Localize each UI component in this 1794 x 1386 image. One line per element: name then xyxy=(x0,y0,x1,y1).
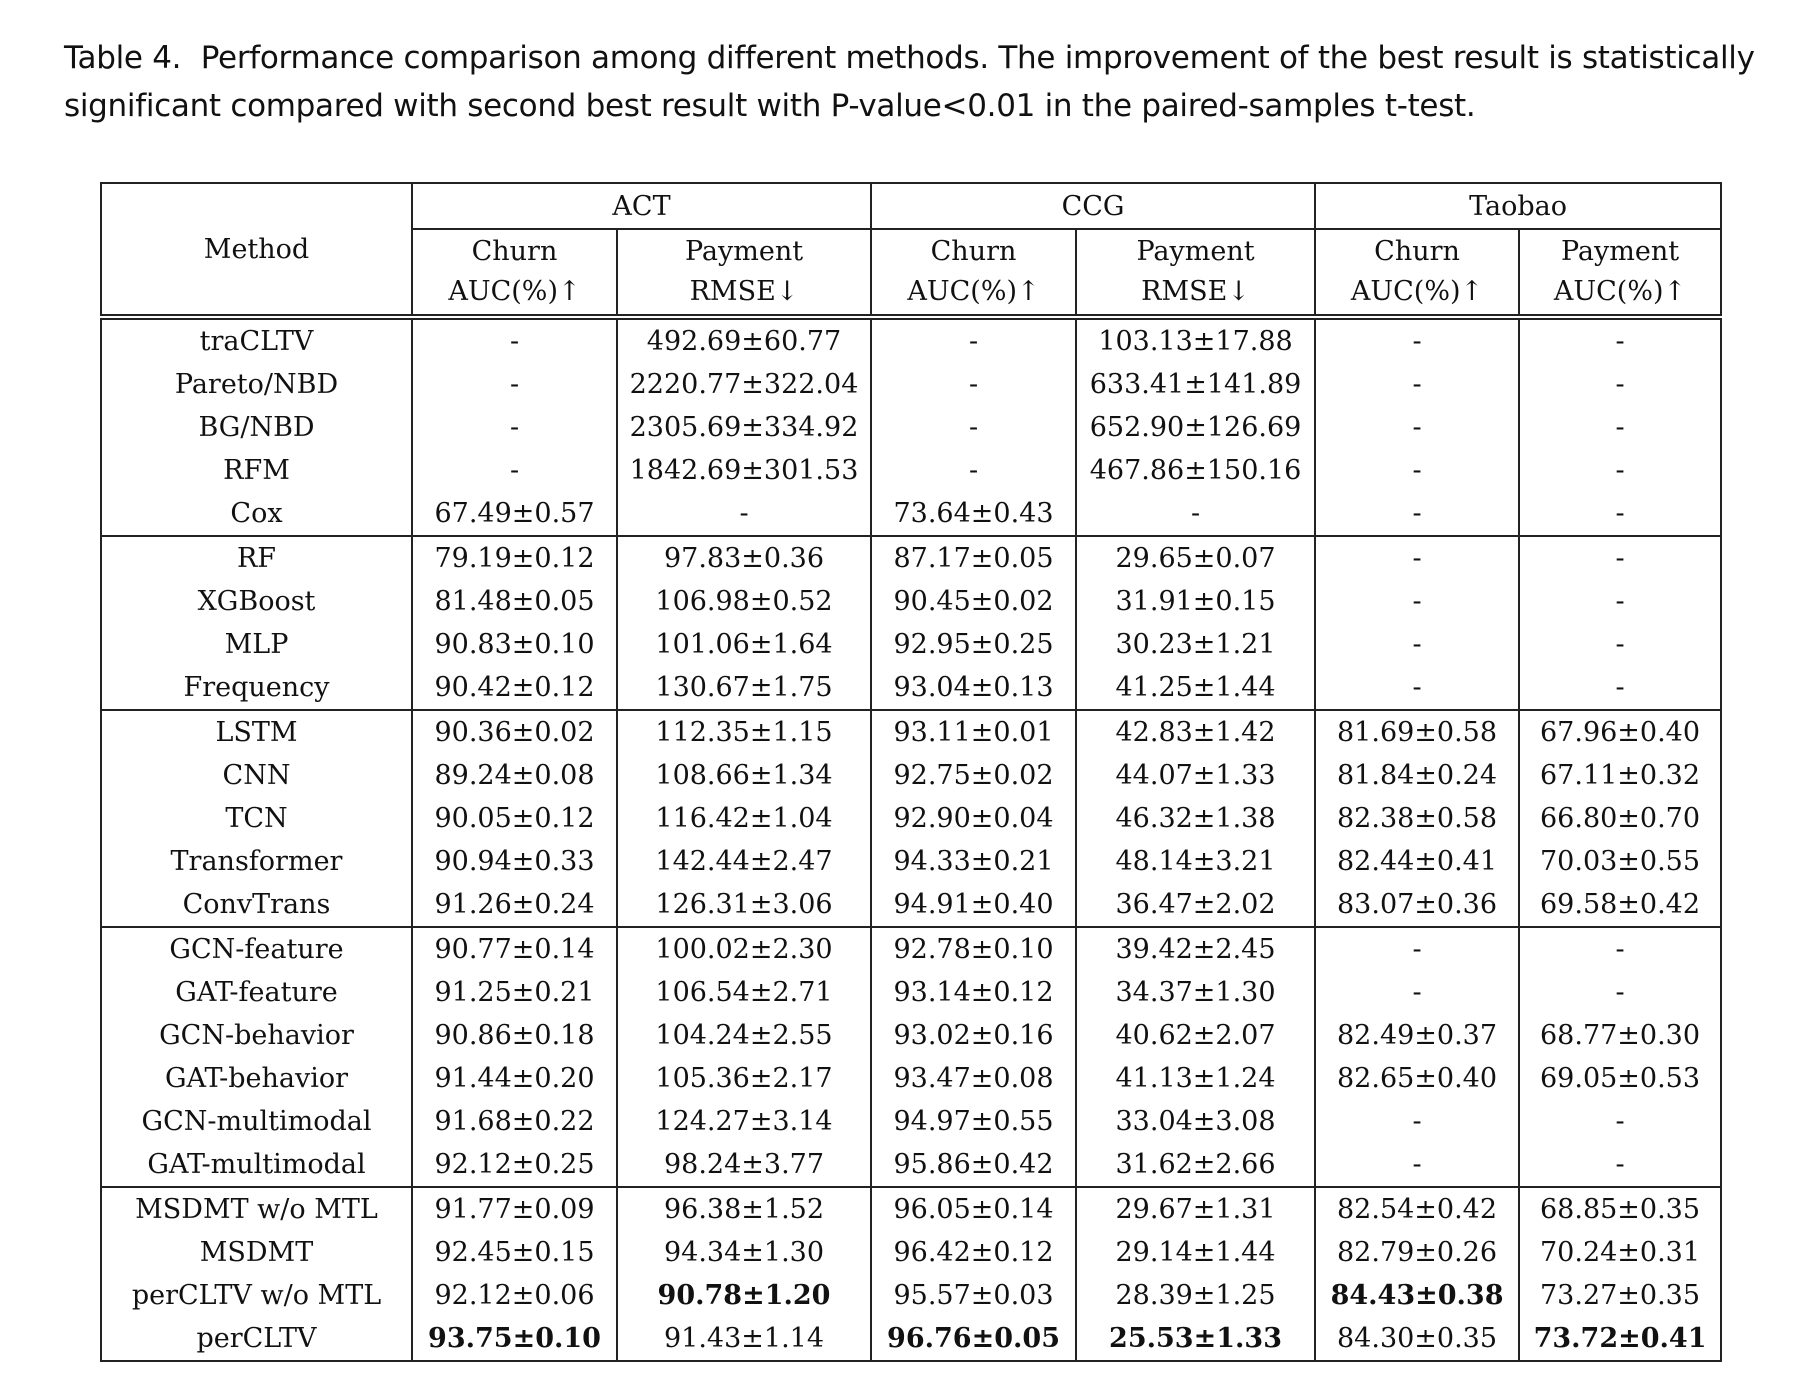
value-cell: 91.77±0.09 xyxy=(412,1187,617,1231)
table-row xyxy=(101,1231,1721,1274)
value-cell: - xyxy=(1315,406,1519,449)
method-cell: MSDMT xyxy=(199,1237,314,1268)
value-cell: 124.27±3.14 xyxy=(617,1100,871,1143)
value-cell: - xyxy=(871,449,1076,492)
method-cell: GCN-multimodal xyxy=(141,1106,372,1137)
sub-header-metric: Payment xyxy=(1136,236,1255,267)
table-row xyxy=(101,927,1721,971)
value-cell: 492.69±60.77 xyxy=(617,317,871,363)
table-row xyxy=(101,971,1721,1014)
value-cell: 90.86±0.18 xyxy=(412,1014,617,1057)
table-row xyxy=(101,797,1721,840)
value-cell: - xyxy=(1315,492,1519,536)
value-cell: 81.69±0.58 xyxy=(1315,710,1519,754)
value-cell: - xyxy=(1315,449,1519,492)
value-cell: 91.25±0.21 xyxy=(412,971,617,1014)
sub-header-cell xyxy=(412,229,617,317)
method-cell: LSTM xyxy=(101,710,412,754)
value-cell: - xyxy=(1315,317,1519,363)
value-cell: 94.91±0.40 xyxy=(871,883,1076,927)
method-cell: Pareto/NBD xyxy=(174,369,339,400)
value-cell: - xyxy=(1315,536,1519,580)
value-cell: 82.44±0.41 xyxy=(1315,840,1519,883)
value-cell: 96.38±1.52 xyxy=(617,1187,871,1231)
value-cell: 40.62±2.07 xyxy=(1076,1014,1315,1057)
table-row xyxy=(101,406,1721,449)
table-row xyxy=(101,449,1721,492)
value-cell: 90.78±1.20 xyxy=(617,1274,871,1317)
table-row xyxy=(101,1100,1721,1143)
value-cell: - xyxy=(1315,580,1519,623)
value-cell: 94.97±0.55 xyxy=(871,1100,1076,1143)
value-cell: 31.62±2.66 xyxy=(1076,1143,1315,1187)
sub-header-cell xyxy=(1076,229,1315,317)
value-cell: 90.94±0.33 xyxy=(412,840,617,883)
value-cell: 90.77±0.14 xyxy=(412,927,617,971)
value-cell: 95.57±0.03 xyxy=(871,1274,1076,1317)
value-cell: 44.07±1.33 xyxy=(1076,754,1315,797)
value-cell: - xyxy=(1519,927,1721,971)
value-cell: 93.02±0.16 xyxy=(871,1014,1076,1057)
method-cell: GAT-feature xyxy=(175,977,338,1008)
method-cell: traCLTV xyxy=(101,317,412,363)
value-cell: 73.64±0.43 xyxy=(871,492,1076,536)
method-cell: MLP xyxy=(224,629,289,660)
value-cell: 104.24±2.55 xyxy=(617,1014,871,1057)
sub-header-cell xyxy=(1519,229,1721,317)
value-cell: 94.34±1.30 xyxy=(617,1231,871,1274)
value-cell: 92.12±0.06 xyxy=(412,1274,617,1317)
value-cell: 82.38±0.58 xyxy=(1315,797,1519,840)
value-cell: 69.05±0.53 xyxy=(1519,1057,1721,1100)
value-cell: 2305.69±334.92 xyxy=(617,406,871,449)
sub-header-cell xyxy=(871,229,1076,317)
table-row xyxy=(101,1274,1721,1317)
sub-header-unit: AUC(%)↑ xyxy=(1350,276,1484,307)
value-cell: 633.41±141.89 xyxy=(1076,363,1315,406)
value-cell: 1842.69±301.53 xyxy=(617,449,871,492)
sub-header-metric: Churn xyxy=(1374,236,1460,267)
value-cell: 96.76±0.05 xyxy=(871,1317,1076,1361)
value-cell: 92.45±0.15 xyxy=(412,1231,617,1274)
value-cell: 101.06±1.64 xyxy=(617,623,871,666)
value-cell: 126.31±3.06 xyxy=(617,883,871,927)
value-cell: 82.49±0.37 xyxy=(1315,1014,1519,1057)
method-cell: RFM xyxy=(223,455,290,486)
value-cell: - xyxy=(1519,406,1721,449)
value-cell: - xyxy=(412,406,617,449)
sub-header-cell xyxy=(1315,229,1519,317)
value-cell: 90.05±0.12 xyxy=(412,797,617,840)
value-cell: 34.37±1.30 xyxy=(1076,971,1315,1014)
table-row xyxy=(101,1014,1721,1057)
value-cell: 67.49±0.57 xyxy=(412,492,617,536)
value-cell: 73.27±0.35 xyxy=(1519,1274,1721,1317)
value-cell: 106.98±0.52 xyxy=(617,580,871,623)
value-cell: - xyxy=(871,317,1076,363)
value-cell: 83.07±0.36 xyxy=(1315,883,1519,927)
value-cell: 41.25±1.44 xyxy=(1076,666,1315,710)
value-cell: 36.47±2.02 xyxy=(1076,883,1315,927)
value-cell: 29.67±1.31 xyxy=(1076,1187,1315,1231)
value-cell: 112.35±1.15 xyxy=(617,710,871,754)
group-header-act: ACT xyxy=(412,183,871,229)
table-row xyxy=(101,492,1721,536)
value-cell: 92.95±0.25 xyxy=(871,623,1076,666)
method-cell: ConvTrans xyxy=(182,889,331,920)
value-cell: 91.44±0.20 xyxy=(412,1057,617,1100)
value-cell: 87.17±0.05 xyxy=(871,536,1076,580)
value-cell: 46.32±1.38 xyxy=(1076,797,1315,840)
value-cell: 70.24±0.31 xyxy=(1519,1231,1721,1274)
sub-header-metric: Churn xyxy=(930,236,1017,267)
group-header-taobao: Taobao xyxy=(1315,183,1721,229)
value-cell: - xyxy=(1519,363,1721,406)
value-cell: 97.83±0.36 xyxy=(617,536,871,580)
caption-label: Table 4. xyxy=(64,40,182,76)
method-cell: perCLTV w/o MTL xyxy=(131,1280,382,1311)
method-cell: Frequency xyxy=(183,672,330,703)
sub-header-metric: Payment xyxy=(1560,236,1680,267)
value-cell: - xyxy=(617,492,871,536)
table-row xyxy=(101,754,1721,797)
value-cell: 29.65±0.07 xyxy=(1076,536,1315,580)
value-cell: - xyxy=(871,363,1076,406)
value-cell: - xyxy=(1519,1143,1721,1187)
value-cell: - xyxy=(1519,536,1721,580)
value-cell: 81.48±0.05 xyxy=(412,580,617,623)
results-table-wrapper xyxy=(100,182,1720,1362)
value-cell: 93.47±0.08 xyxy=(871,1057,1076,1100)
sub-header-unit: AUC(%)↑ xyxy=(1553,276,1687,307)
sub-header-cell xyxy=(617,229,871,317)
value-cell: - xyxy=(1519,623,1721,666)
table-row xyxy=(101,623,1721,666)
value-cell: - xyxy=(1519,971,1721,1014)
value-cell: 106.54±2.71 xyxy=(617,971,871,1014)
sub-header-unit: AUC(%)↑ xyxy=(448,276,581,307)
sub-header-metric: Churn xyxy=(471,236,558,267)
value-cell: 73.72±0.41 xyxy=(1519,1317,1721,1361)
method-cell: perCLTV xyxy=(101,1317,412,1361)
table-row xyxy=(101,840,1721,883)
table-row xyxy=(101,580,1721,623)
value-cell: 98.24±3.77 xyxy=(617,1143,871,1187)
method-cell: RF xyxy=(101,536,412,580)
value-cell: 108.66±1.34 xyxy=(617,754,871,797)
method-cell: GAT-multimodal xyxy=(147,1149,366,1180)
method-cell: Transformer xyxy=(170,846,343,877)
sub-header-unit: AUC(%)↑ xyxy=(907,276,1040,307)
value-cell: 91.43±1.14 xyxy=(617,1317,871,1361)
method-cell: BG/NBD xyxy=(198,412,315,443)
sub-header-unit: RMSE↓ xyxy=(1141,276,1250,307)
value-cell: 96.05±0.14 xyxy=(871,1187,1076,1231)
value-cell: 130.67±1.75 xyxy=(617,666,871,710)
value-cell: 90.42±0.12 xyxy=(412,666,617,710)
value-cell: 67.96±0.40 xyxy=(1519,710,1721,754)
value-cell: 92.90±0.04 xyxy=(871,797,1076,840)
value-cell: 91.26±0.24 xyxy=(412,883,617,927)
value-cell: - xyxy=(1315,666,1519,710)
method-cell: XGBoost xyxy=(197,586,316,617)
value-cell: 29.14±1.44 xyxy=(1076,1231,1315,1274)
value-cell: 467.86±150.16 xyxy=(1076,449,1315,492)
value-cell: 84.43±0.38 xyxy=(1315,1274,1519,1317)
value-cell: 91.68±0.22 xyxy=(412,1100,617,1143)
value-cell: 68.85±0.35 xyxy=(1519,1187,1721,1231)
method-cell: Cox xyxy=(230,498,283,529)
caption-text: Performance comparison among different methods. The improvement of the best result is statistically significant compared with second best result with P-value<0.01 in the paired-samples t-test. xyxy=(64,40,1755,124)
results-table xyxy=(100,182,1722,1362)
method-cell: TCN xyxy=(225,803,288,834)
table-row xyxy=(101,1317,1721,1361)
table-body xyxy=(101,317,1721,1361)
value-cell: 93.75±0.10 xyxy=(412,1317,617,1361)
value-cell: - xyxy=(412,449,617,492)
value-cell: 105.36±2.17 xyxy=(617,1057,871,1100)
value-cell: - xyxy=(1519,580,1721,623)
sub-header-unit: RMSE↓ xyxy=(689,276,799,307)
value-cell: 66.80±0.70 xyxy=(1519,797,1721,840)
value-cell: 93.04±0.13 xyxy=(871,666,1076,710)
method-cell: GCN-feature xyxy=(101,927,412,971)
table-row xyxy=(101,710,1721,754)
value-cell: 41.13±1.24 xyxy=(1076,1057,1315,1100)
value-cell: 96.42±0.12 xyxy=(871,1231,1076,1274)
value-cell: 94.33±0.21 xyxy=(871,840,1076,883)
method-cell: GCN-behavior xyxy=(159,1020,354,1051)
value-cell: 82.79±0.26 xyxy=(1315,1231,1519,1274)
method-cell: MSDMT w/o MTL xyxy=(101,1187,412,1231)
value-cell: - xyxy=(412,363,617,406)
value-cell: 142.44±2.47 xyxy=(617,840,871,883)
value-cell: 2220.77±322.04 xyxy=(617,363,871,406)
value-cell: - xyxy=(1315,971,1519,1014)
value-cell: - xyxy=(412,317,617,363)
value-cell: 90.45±0.02 xyxy=(871,580,1076,623)
table-row xyxy=(101,363,1721,406)
value-cell: 93.11±0.01 xyxy=(871,710,1076,754)
table-caption xyxy=(64,34,1764,130)
value-cell: - xyxy=(1315,623,1519,666)
value-cell: 100.02±2.30 xyxy=(617,927,871,971)
value-cell: - xyxy=(1076,492,1315,536)
value-cell: 92.75±0.02 xyxy=(871,754,1076,797)
sub-header-metric: Payment xyxy=(684,236,804,267)
table-header xyxy=(101,183,1721,317)
value-cell: 69.58±0.42 xyxy=(1519,883,1721,927)
method-cell: CNN xyxy=(222,760,291,791)
value-cell: 89.24±0.08 xyxy=(412,754,617,797)
table-row xyxy=(101,883,1721,927)
table-row xyxy=(101,1057,1721,1100)
value-cell: 31.91±0.15 xyxy=(1076,580,1315,623)
value-cell: - xyxy=(1519,317,1721,363)
value-cell: 84.30±0.35 xyxy=(1315,1317,1519,1361)
method-cell: GAT-behavior xyxy=(164,1063,349,1094)
value-cell: - xyxy=(1315,927,1519,971)
value-cell: 68.77±0.30 xyxy=(1519,1014,1721,1057)
value-cell: 67.11±0.32 xyxy=(1519,754,1721,797)
value-cell: - xyxy=(1519,492,1721,536)
value-cell: 90.83±0.10 xyxy=(412,623,617,666)
value-cell: 39.42±2.45 xyxy=(1076,927,1315,971)
table-row xyxy=(101,1143,1721,1187)
value-cell: 81.84±0.24 xyxy=(1315,754,1519,797)
value-cell: 93.14±0.12 xyxy=(871,971,1076,1014)
value-cell: 25.53±1.33 xyxy=(1076,1317,1315,1361)
value-cell: 92.12±0.25 xyxy=(412,1143,617,1187)
value-cell: 82.65±0.40 xyxy=(1315,1057,1519,1100)
value-cell: - xyxy=(1519,449,1721,492)
value-cell: 95.86±0.42 xyxy=(871,1143,1076,1187)
value-cell: 79.19±0.12 xyxy=(412,536,617,580)
value-cell: 652.90±126.69 xyxy=(1076,406,1315,449)
value-cell: - xyxy=(1315,1143,1519,1187)
table-row xyxy=(101,1187,1721,1231)
table-row xyxy=(101,317,1721,363)
value-cell: - xyxy=(871,406,1076,449)
value-cell: 90.36±0.02 xyxy=(412,710,617,754)
value-cell: 30.23±1.21 xyxy=(1076,623,1315,666)
table-row xyxy=(101,536,1721,580)
value-cell: 92.78±0.10 xyxy=(871,927,1076,971)
value-cell: 70.03±0.55 xyxy=(1519,840,1721,883)
value-cell: 42.83±1.42 xyxy=(1076,710,1315,754)
table-row xyxy=(101,666,1721,710)
value-cell: 33.04±3.08 xyxy=(1076,1100,1315,1143)
value-cell: - xyxy=(1315,363,1519,406)
method-header: Method xyxy=(203,233,310,265)
value-cell: - xyxy=(1519,666,1721,710)
value-cell: 28.39±1.25 xyxy=(1076,1274,1315,1317)
value-cell: - xyxy=(1519,1100,1721,1143)
value-cell: - xyxy=(1315,1100,1519,1143)
group-header-ccg: CCG xyxy=(871,183,1315,229)
value-cell: 116.42±1.04 xyxy=(617,797,871,840)
value-cell: 103.13±17.88 xyxy=(1076,317,1315,363)
value-cell: 82.54±0.42 xyxy=(1315,1187,1519,1231)
value-cell: 48.14±3.21 xyxy=(1076,840,1315,883)
